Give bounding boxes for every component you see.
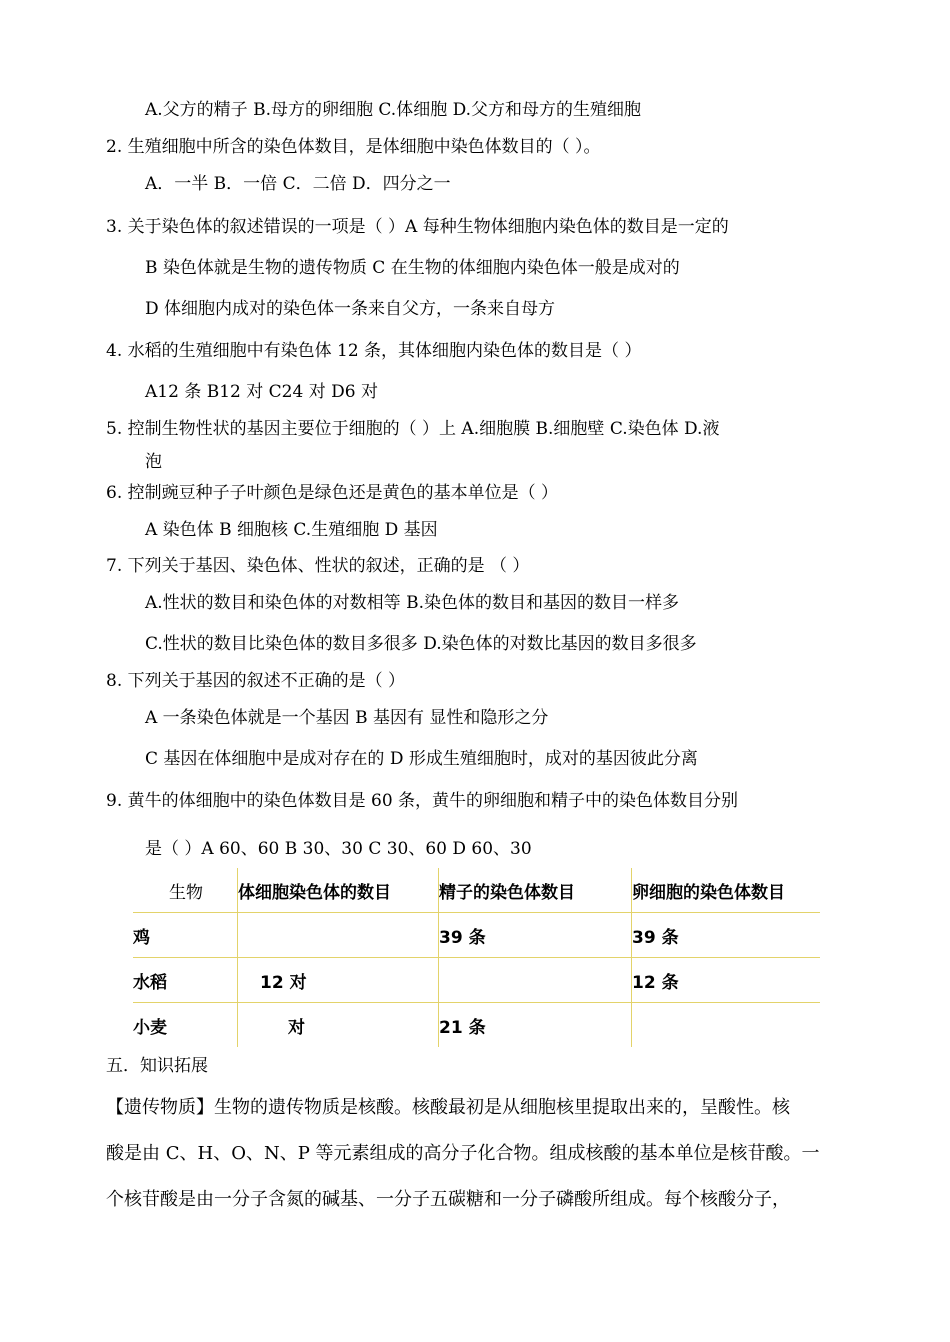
- paragraph-line: 酸是由 C、H、O、N、P 等元素组成的高分子化合物。组成核酸的基本单位是核苷酸。一: [106, 1143, 820, 1164]
- table-cell: 对: [288, 1017, 305, 1038]
- table-cell: 39 条: [439, 913, 632, 958]
- q7-options-ab: A.性状的数目和染色体的对数相等 B.染色体的数目和基因的数目一样多: [145, 593, 679, 613]
- table-cell: 鸡: [133, 913, 238, 958]
- section-heading: 五．知识拓展: [106, 1056, 208, 1076]
- table-cell: 21 条: [439, 1003, 632, 1048]
- q7-stem: 7. 下列关于基因、染色体、性状的叙述，正确的是 （ ）: [106, 556, 530, 576]
- table-header-cell: 卵细胞的染色体数目: [632, 868, 821, 913]
- q4-options: A12 条 B12 对 C24 对 D6 对: [145, 382, 378, 402]
- q2-options: A．一半 B．一倍 C．二倍 D．四分之一: [145, 174, 451, 194]
- q5-stem-continued: 泡: [145, 452, 162, 472]
- q3-stem: 3. 关于染色体的叙述错误的一项是（ ）A 每种生物体细胞内染色体的数目是一定的: [106, 217, 729, 237]
- table-header-cell: 精子的染色体数目: [439, 868, 632, 913]
- q8-stem: 8. 下列关于基因的叙述不正确的是（ ）: [106, 671, 406, 691]
- table-cell: 12 条: [632, 958, 821, 1003]
- table-row: [133, 958, 820, 1003]
- q3-option-d: D 体细胞内成对的染色体一条来自父方，一条来自母方: [145, 299, 556, 319]
- table-header-cell: 体细胞染色体的数目: [238, 868, 439, 913]
- q2-stem: 2. 生殖细胞中所含的染色体数目，是体细胞中染色体数目的（ ）。: [106, 137, 601, 157]
- table-row: [133, 1003, 820, 1048]
- q6-stem: 6. 控制豌豆种子子叶颜色是绿色还是黄色的基本单位是（ ）: [106, 483, 559, 503]
- q6-options: A 染色体 B 细胞核 C.生殖细胞 D 基因: [145, 520, 438, 540]
- table-row: [133, 913, 820, 958]
- table-cell: 小麦: [133, 1003, 238, 1048]
- q5-stem: 5. 控制生物性状的基因主要位于细胞的（ ）上 A.细胞膜 B.细胞壁 C.染色体 D.液: [106, 419, 720, 439]
- table-cell: 水稻: [133, 958, 238, 1003]
- table-cell: [238, 913, 439, 958]
- table-header-row: [133, 868, 820, 913]
- table-cell: [439, 958, 632, 1003]
- paragraph-line: 【遗传物质】生物的遗传物质是核酸。核酸最初是从细胞核里提取出来的，呈酸性。核: [106, 1097, 790, 1118]
- q8-options-cd: C 基因在体细胞中是成对存在的 D 形成生殖细胞时，成对的基因彼此分离: [145, 749, 698, 769]
- q9-stem: 9. 黄牛的体细胞中的染色体数目是 60 条，黄牛的卵细胞和精子中的染色体数目分别: [106, 791, 739, 811]
- paragraph-line: 个核苷酸是由一分子含氮的碱基、一分子五碳糖和一分子磷酸所组成。每个核酸分子，: [106, 1189, 790, 1210]
- q4-stem: 4. 水稻的生殖细胞中有染色体 12 条，其体细胞内染色体的数目是（ ）: [106, 341, 642, 361]
- table-cell: 39 条: [632, 913, 821, 958]
- chromosome-count-table: [133, 868, 820, 1047]
- q9-options: 是（ ）A 60、60 B 30、30 C 30、60 D 60、30: [145, 839, 532, 859]
- table-cell: [632, 1003, 821, 1048]
- table-header-cell: 生物: [169, 882, 203, 903]
- q7-options-cd: C.性状的数目比染色体的数目多很多 D.染色体的对数比基因的数目多很多: [145, 634, 697, 654]
- q1-options: A.父方的精子 B.母方的卵细胞 C.体细胞 D.父方和母方的生殖细胞: [145, 100, 642, 120]
- q3-option-bc: B 染色体就是生物的遗传物质 C 在生物的体细胞内染色体一般是成对的: [145, 258, 680, 278]
- table-cell: 12 对: [260, 972, 307, 993]
- q8-options-ab: A 一条染色体就是一个基因 B 基因有 显性和隐形之分: [145, 708, 549, 728]
